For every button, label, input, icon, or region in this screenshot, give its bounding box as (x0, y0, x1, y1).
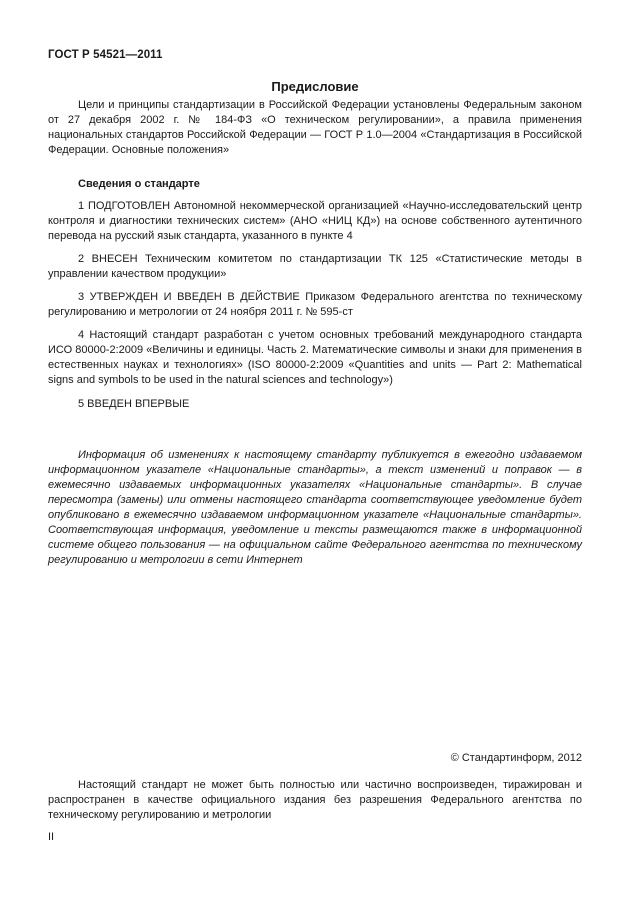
page-number: II (48, 831, 55, 843)
list-item: 2 ВНЕСЕН Техническим комитетом по стандартизации ТК 125 «Статистические методы в управлении качеством продукции» (48, 253, 582, 280)
document-id-header: ГОСТ Р 54521—2011 (48, 49, 163, 61)
reproduction-notice: Настоящий стандарт не может быть полностью или частично воспроизведен, тиражирован и распространен в качестве официального издания без разрешения Федерального агентства по техническому регулированию и метрологии (48, 779, 582, 821)
item-1-block (48, 199, 582, 244)
list-item: 4 Настоящий стандарт разработан с учетом основных требований международного стандарта ИСО 80000-2:2009 «Величины и единицы. Часть 2. Математические символы и знаки для применения в естественных науках и технологиях» (ISO 80000-2:2009 «Quantities and units — Part 2: Mathematical signs and symbols to be used in the natural sciences and technology») (48, 329, 582, 386)
section-heading: Сведения о стандарте (78, 178, 200, 190)
intro-paragraph: Цели и принципы стандартизации в Российской Федерации установлены Федеральным законом от 27 декабря 2002 г. № 184-ФЗ «О техническом регулировании», а правила применения национальных стандартов Российской Федерации — ГОСТ Р 1.0—2004 «Стандартизация в Российской Федерации. Основные положения» (48, 99, 582, 156)
item-4-block (48, 328, 582, 388)
copyright-line: © Стандартинформ, 2012 (450, 752, 582, 764)
item-5-block (48, 397, 582, 412)
page-title: Предисловие (271, 79, 359, 94)
intro-block (48, 98, 582, 158)
list-item: 3 УТВЕРЖДЕН И ВВЕДЕН В ДЕЙСТВИЕ Приказом Федерального агентства по техническому регулированию и метрологии от 24 ноября 2011 г. № 595-ст (48, 291, 582, 318)
item-2-block (48, 252, 582, 282)
list-item: 5 ВВЕДЕН ВПЕРВЫЕ (78, 398, 190, 410)
list-item: 1 ПОДГОТОВЛЕН Автономной некоммерческой организацией «Научно-исследовательский центр контроля и диагностики технических систем» (АНО «НИЦ КД») на основе собственного аутентичного перевода на русский язык стандарта, указанного в пункте 4 (48, 200, 582, 242)
section-heading-block (48, 177, 582, 192)
reproduction-block (48, 778, 582, 823)
item-3-block (48, 290, 582, 320)
notice-paragraph: Информация об изменениях к настоящему стандарту публикуется в ежегодно издаваемом информационном указателе «Национальные стандарты», а текст изменений и поправок — в ежемесячно издаваемых информационных указателях «Национальные стандарты». В случае пересмотра (замены) или отмены настоящего стандарта соответствующее уведомление будет опубликовано в ежемесячно издаваемом информационном указателе «Национальные стандарты». Соответствующая информация, уведомление и тексты размещаются также в информационной системе общего пользования — на официальном сайте Федерального агентства по техническому регулированию и метрологии в сети Интернет (48, 449, 582, 566)
notice-block (48, 448, 582, 568)
